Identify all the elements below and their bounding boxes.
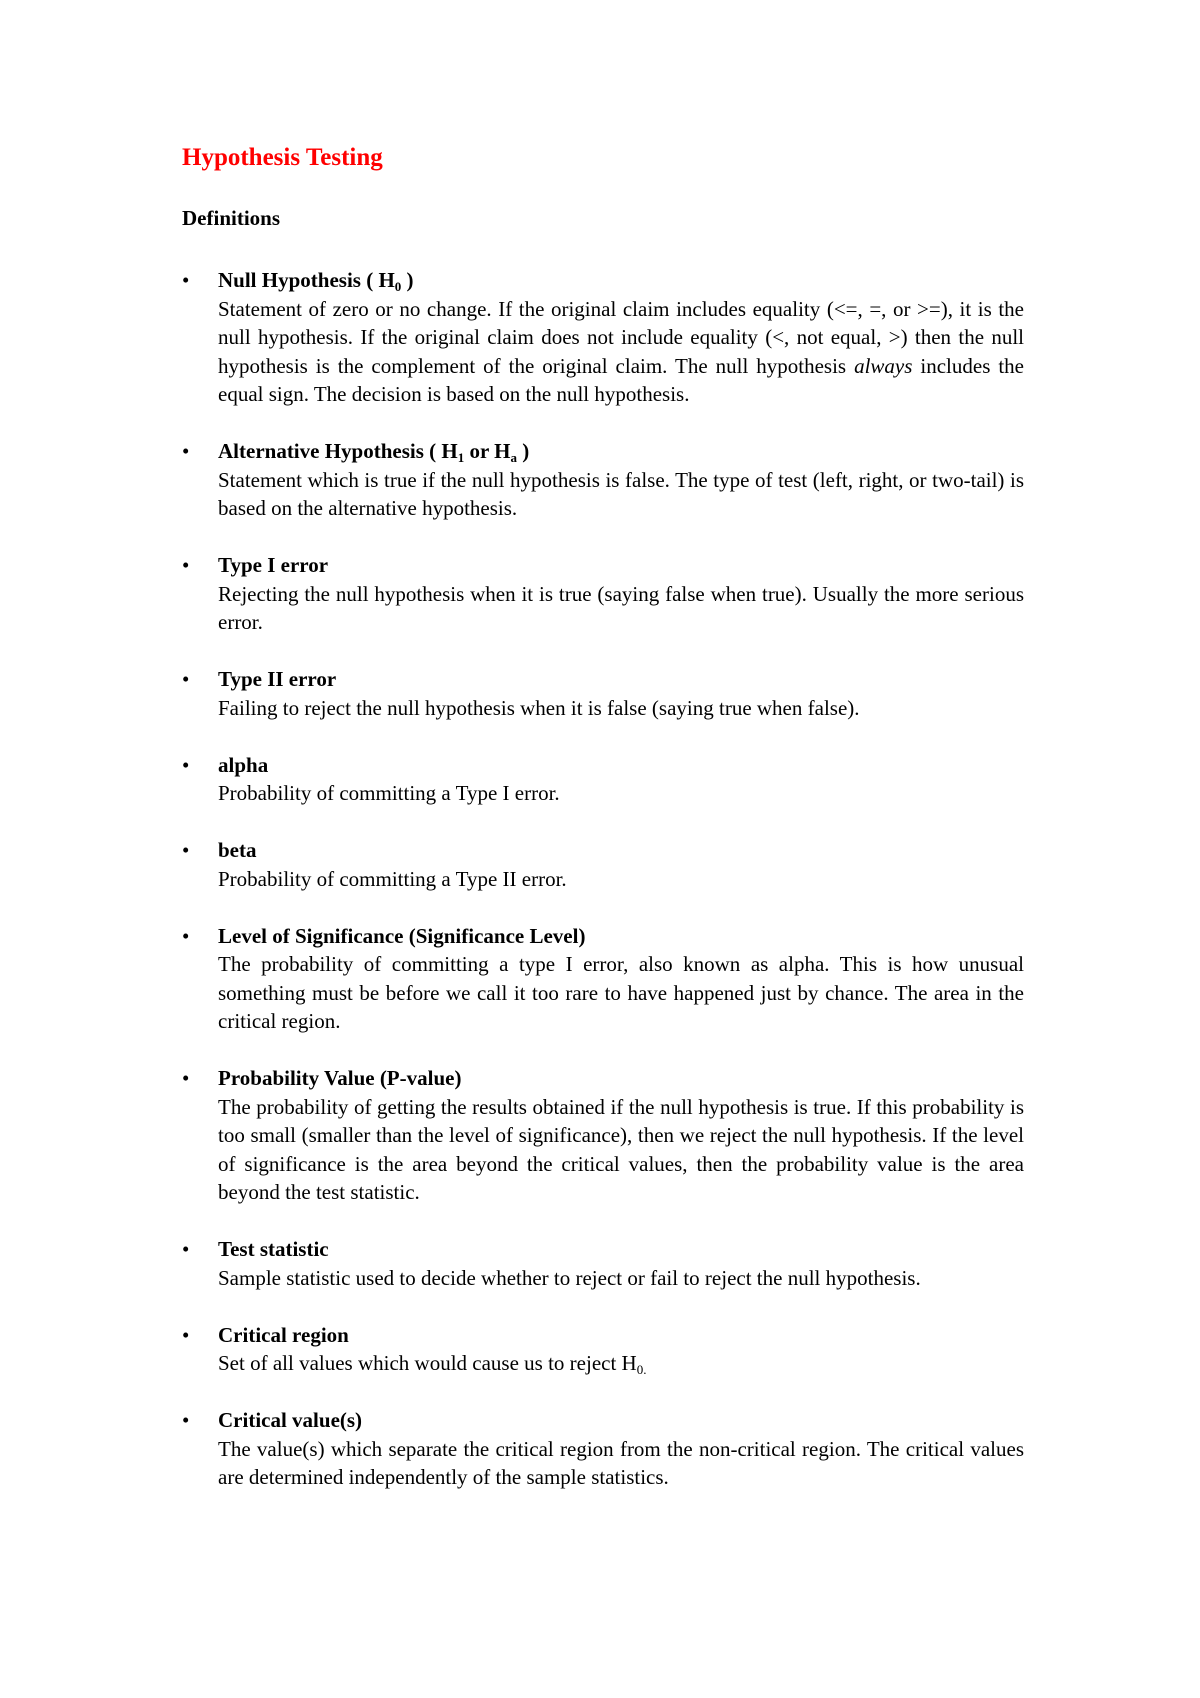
definition-item xyxy=(182,665,1024,722)
bullet-icon: • xyxy=(182,667,190,691)
definition-term xyxy=(218,437,1024,466)
term-subscript: 0 xyxy=(394,279,402,294)
description-emphasis: always xyxy=(854,353,913,378)
definition-description xyxy=(218,950,1024,1036)
term-text: Critical region xyxy=(218,1322,349,1347)
definition-item xyxy=(182,922,1024,1036)
term-text: beta xyxy=(218,838,257,862)
description-text: Rejecting the null hypothesis when it is true (saying false when true). Usually the more serious error. xyxy=(218,581,1024,634)
bullet-icon: • xyxy=(182,1322,190,1347)
description-text: Probability of committing a Type I error. xyxy=(218,781,560,805)
definitions-list xyxy=(182,266,1024,1520)
bullet-icon: • xyxy=(182,752,190,777)
bullet-icon: • xyxy=(182,553,190,577)
term-text-end: ) xyxy=(517,439,530,463)
bullet-icon: • xyxy=(182,1408,190,1432)
definition-description xyxy=(218,580,1024,637)
definition-description xyxy=(218,779,1024,808)
term-text: Probability Value (P-value) xyxy=(218,1066,462,1090)
description-text: Statement of zero or no change. If the original claim includes equality (<=, =, or >=), it is the null hypothesis. If the original claim does not include equality (<, not equal, >) then the null hypothesis is the complement of the original claim. The null hypothesis xyxy=(218,296,1024,378)
description-text: Set of all values which would cause us to reject H xyxy=(218,1351,637,1375)
definition-item xyxy=(182,551,1024,637)
definition-item xyxy=(182,1321,1024,1378)
definition-term xyxy=(218,922,1024,951)
definition-term xyxy=(218,1064,1024,1093)
description-text: Failing to reject the null hypothesis when it is false (saying true when false). xyxy=(218,695,860,720)
definition-term xyxy=(218,551,1024,580)
definition-item xyxy=(182,1406,1024,1492)
definition-description xyxy=(218,466,1024,523)
definition-term xyxy=(218,1406,1024,1435)
term-subscript-2: a xyxy=(510,450,518,465)
bullet-icon: • xyxy=(182,1237,190,1261)
description-text: The probability of getting the results obtained if the null hypothesis is true. If this probability is too small (smaller than the level of significance), then we reject the null hypothesis. If the level of significance is the area beyond the critical values, then the probability value is the area beyond the test statistic. xyxy=(218,1094,1024,1204)
definition-description xyxy=(218,694,1024,723)
definition-item xyxy=(182,836,1024,893)
description-text: Probability of committing a Type II error. xyxy=(218,866,567,891)
definition-description xyxy=(218,1349,1024,1378)
definition-term xyxy=(218,751,1024,780)
description-text: The value(s) which separate the critical region from the non-critical region. The critical values are determined independently of the sample statistics. xyxy=(218,1436,1024,1489)
description-text: The probability of committing a type I error, also known as alpha. This is how unusual something must be before we call it too rare to have happened just by chance. The area in the critical region. xyxy=(218,952,1024,1033)
description-subscript: 0. xyxy=(636,1362,647,1377)
term-text: Null Hypothesis ( H xyxy=(218,268,395,292)
page-title: Hypothesis Testing xyxy=(182,144,383,171)
definition-description xyxy=(218,1093,1024,1207)
term-text: Alternative Hypothesis ( H xyxy=(218,439,458,463)
definition-item xyxy=(182,266,1024,409)
definition-term xyxy=(218,836,1024,865)
term-text-mid: or H xyxy=(464,439,511,463)
definition-item xyxy=(182,751,1024,808)
description-text-end: includes the equal sign. The decision is based on the null hypothesis. xyxy=(218,353,1024,406)
definition-item xyxy=(182,437,1024,523)
definition-item xyxy=(182,1064,1024,1207)
description-text: Sample statistic used to decide whether to reject or fail to reject the null hypothesis. xyxy=(218,1265,921,1290)
section-heading: Definitions xyxy=(182,206,281,230)
term-text: Level of Significance (Significance Level) xyxy=(218,923,586,948)
definition-term xyxy=(218,266,1024,295)
bullet-icon: • xyxy=(182,838,190,862)
definition-term xyxy=(218,1321,1024,1350)
definition-term xyxy=(218,665,1024,694)
term-text: alpha xyxy=(218,752,269,777)
definition-description xyxy=(218,1435,1024,1492)
bullet-icon: • xyxy=(182,439,190,463)
definition-description xyxy=(218,295,1024,409)
definition-term xyxy=(218,1235,1024,1264)
definition-description xyxy=(218,1264,1024,1293)
description-text: Statement which is true if the null hypothesis is false. The type of test (left, right, or two-tail) is based on the alternative hypothesis. xyxy=(218,467,1024,520)
term-text: Test statistic xyxy=(218,1237,329,1261)
definition-item xyxy=(182,1235,1024,1292)
bullet-icon: • xyxy=(182,1066,190,1090)
term-text: Type II error xyxy=(218,667,337,691)
term-subscript: 1 xyxy=(457,450,465,465)
bullet-icon: • xyxy=(182,923,190,948)
term-text: Type I error xyxy=(218,553,329,577)
definition-description xyxy=(218,865,1024,894)
term-text: Critical value(s) xyxy=(218,1408,363,1432)
term-text-end: ) xyxy=(401,268,414,292)
bullet-icon: • xyxy=(182,268,190,292)
